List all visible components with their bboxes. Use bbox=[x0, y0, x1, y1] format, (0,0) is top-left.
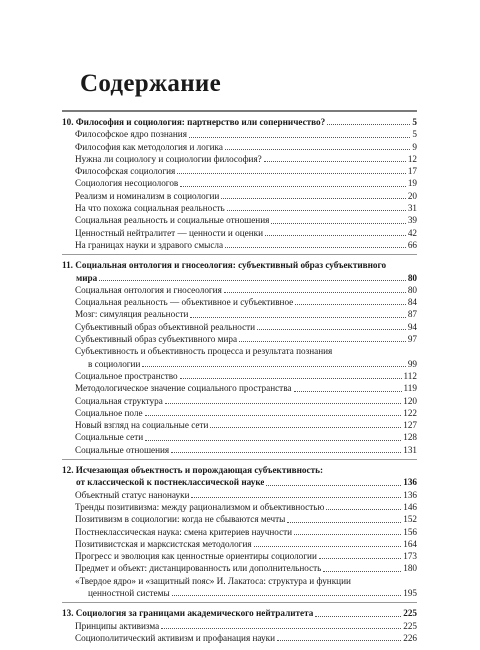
chapter-heading[interactable] bbox=[62, 607, 417, 619]
leader-dots bbox=[327, 124, 410, 125]
item-title: Субъективный образ объективной реальности bbox=[75, 321, 256, 332]
toc-item[interactable] bbox=[62, 501, 417, 513]
toc-item-line[interactable]: Субъективность и объективность процесса и результата познания bbox=[75, 346, 333, 357]
toc-item[interactable] bbox=[62, 562, 417, 574]
item-title: Постнеклассическая наука: смена критериев научности bbox=[75, 526, 293, 537]
item-title: На границах науки и здравого смысла bbox=[75, 239, 224, 250]
page-number: 20 bbox=[407, 190, 417, 201]
leader-dots bbox=[180, 378, 402, 379]
page-number: 42 bbox=[407, 227, 417, 238]
toc-item[interactable] bbox=[62, 489, 417, 501]
toc-item[interactable] bbox=[62, 227, 417, 239]
toc-item[interactable] bbox=[62, 358, 417, 370]
page-number: 122 bbox=[403, 407, 417, 418]
chapter-heading[interactable] bbox=[62, 272, 417, 284]
page-number: 5 bbox=[412, 117, 417, 127]
page-number: 119 bbox=[403, 383, 417, 394]
page-number: 164 bbox=[403, 538, 417, 549]
page-number: 80 bbox=[407, 284, 417, 295]
toc-item[interactable] bbox=[62, 370, 417, 382]
toc-item[interactable] bbox=[62, 395, 417, 407]
item-title: Социальная реальность и социальные отношения bbox=[75, 215, 270, 226]
item-title: Реализм и номинализм в социологии bbox=[75, 190, 220, 201]
toc-item[interactable] bbox=[62, 284, 417, 296]
leader-dots bbox=[294, 391, 402, 392]
toc-item[interactable] bbox=[62, 141, 417, 153]
leader-dots bbox=[264, 161, 406, 162]
toc-item[interactable] bbox=[62, 526, 417, 538]
item-title: Философия как методология и логика bbox=[75, 141, 223, 152]
page-number: 80 bbox=[407, 272, 417, 283]
item-title: Социальная реальность — объективное и субъективное bbox=[75, 297, 294, 308]
page-number: 31 bbox=[407, 203, 417, 214]
toc-item[interactable] bbox=[62, 431, 417, 443]
toc-item-line[interactable]: «Твердое ядро» и «защитный пояс» И. Лакатоса: структура и функции bbox=[75, 575, 351, 586]
leader-dots bbox=[225, 149, 410, 150]
page-number: 156 bbox=[403, 526, 417, 537]
item-title: Социология несоциологов bbox=[75, 178, 179, 189]
item-title: Социальное поле bbox=[75, 407, 143, 418]
leader-dots bbox=[171, 452, 401, 453]
chapter-11 bbox=[62, 254, 417, 456]
page-number: 97 bbox=[407, 334, 417, 345]
toc-item[interactable] bbox=[62, 407, 417, 419]
page-number: 180 bbox=[403, 563, 417, 574]
page-number: 9 bbox=[412, 141, 417, 152]
page-number: 5 bbox=[412, 129, 417, 140]
page-number: 225 bbox=[403, 608, 417, 619]
toc-item[interactable] bbox=[62, 444, 417, 456]
leader-dots bbox=[189, 137, 410, 138]
toc-item[interactable] bbox=[62, 333, 417, 345]
page-number: 112 bbox=[403, 370, 417, 381]
leader-dots bbox=[277, 640, 401, 641]
item-title: На что похожа социальная реальность bbox=[75, 203, 225, 214]
table-of-contents bbox=[62, 110, 417, 647]
toc-item[interactable] bbox=[62, 513, 417, 525]
toc-item[interactable] bbox=[62, 165, 417, 177]
item-title: ценностной системы bbox=[88, 587, 170, 598]
chapter-12 bbox=[62, 459, 417, 599]
leader-dots bbox=[99, 280, 406, 281]
toc-item[interactable] bbox=[62, 538, 417, 550]
item-title: Философское ядро познания bbox=[75, 129, 187, 140]
item-title: Социополитический активизм и профанация науки bbox=[75, 632, 275, 643]
item-title: Позитивистская и марксистская методология bbox=[75, 538, 252, 549]
leader-dots bbox=[254, 546, 402, 547]
leader-dots bbox=[266, 485, 401, 486]
leader-dots bbox=[221, 198, 406, 199]
item-title: Философская социология bbox=[75, 166, 176, 177]
page-number: 136 bbox=[403, 477, 417, 488]
item-title: Субъективный образ субъективного мира bbox=[75, 334, 238, 345]
toc-item[interactable] bbox=[62, 587, 417, 599]
leader-dots bbox=[294, 534, 401, 535]
item-title: Новый взгляд на социальные сети bbox=[75, 420, 209, 431]
page-number: 146 bbox=[403, 501, 417, 512]
leader-dots bbox=[165, 403, 401, 404]
toc-item[interactable] bbox=[62, 177, 417, 189]
leader-dots bbox=[180, 186, 406, 187]
item-title: Мозг: симуляция реальности bbox=[75, 309, 189, 320]
leader-dots bbox=[172, 595, 402, 596]
leader-dots bbox=[257, 329, 406, 330]
page-number: 17 bbox=[407, 166, 417, 177]
leader-dots bbox=[225, 247, 406, 248]
leader-dots bbox=[315, 616, 401, 617]
page-number: 226 bbox=[403, 632, 417, 643]
item-title: Социальная структура bbox=[75, 395, 163, 406]
page-number: 131 bbox=[403, 444, 417, 455]
toc-item[interactable] bbox=[62, 308, 417, 320]
toc-item[interactable] bbox=[62, 153, 417, 165]
chapter-heading[interactable] bbox=[62, 116, 417, 128]
leader-dots bbox=[191, 497, 401, 498]
page-number: 19 bbox=[407, 178, 417, 189]
toc-item[interactable] bbox=[62, 296, 417, 308]
page-number: 127 bbox=[403, 420, 417, 431]
item-title: Прогресс и эволюция как ценностные ориентиры социологии bbox=[75, 551, 317, 562]
toc-item[interactable] bbox=[62, 202, 417, 214]
leader-dots bbox=[239, 341, 406, 342]
page-number: 195 bbox=[403, 587, 417, 598]
page-number: 120 bbox=[403, 395, 417, 406]
leader-dots bbox=[210, 427, 401, 428]
page-number: 99 bbox=[407, 358, 417, 369]
item-title: Социальные сети bbox=[75, 432, 144, 443]
leader-dots bbox=[319, 558, 401, 559]
leader-dots bbox=[265, 235, 406, 236]
leader-dots bbox=[161, 628, 401, 629]
toc-item[interactable] bbox=[62, 190, 417, 202]
toc-item[interactable] bbox=[62, 550, 417, 562]
leader-dots bbox=[142, 366, 405, 367]
page-number: 136 bbox=[403, 489, 417, 500]
item-title: Социальное пространство bbox=[75, 370, 178, 381]
chapter-title-line[interactable]: 12. Исчезающая объектность и порождающая субъективность: bbox=[62, 465, 324, 476]
toc-item[interactable] bbox=[62, 321, 417, 333]
leader-dots bbox=[326, 509, 401, 510]
page-number: 66 bbox=[407, 239, 417, 250]
toc-item[interactable] bbox=[62, 214, 417, 226]
toc-item[interactable] bbox=[62, 419, 417, 431]
chapter-title: 13. Социология за границами академического нейтралитета bbox=[62, 608, 314, 619]
chapter-heading[interactable] bbox=[62, 476, 417, 488]
item-title: Нужна ли социологу и социологии философия? bbox=[75, 153, 262, 164]
item-title: Позитивизм в социологии: когда не сбываются мечты bbox=[75, 514, 286, 525]
leader-dots bbox=[224, 292, 406, 293]
page-number: 39 bbox=[407, 215, 417, 226]
page-number: 225 bbox=[403, 620, 417, 631]
leader-dots bbox=[271, 223, 405, 224]
page-number: 87 bbox=[407, 309, 417, 320]
toc-item[interactable] bbox=[62, 239, 417, 251]
leader-dots bbox=[145, 415, 402, 416]
leader-dots bbox=[323, 571, 401, 572]
page-number: 173 bbox=[403, 551, 417, 562]
page-number: 94 bbox=[407, 321, 417, 332]
item-title: Объектный статус нанонауки bbox=[75, 489, 190, 500]
chapter-title-line: от классической к постнеклассической науке bbox=[76, 477, 265, 488]
toc-item[interactable] bbox=[62, 128, 417, 140]
item-title: Социальная онтология и гносеология bbox=[75, 284, 222, 295]
chapter-title: 10. Философия и социология: партнерство или соперничество? bbox=[62, 117, 326, 127]
toc-item[interactable] bbox=[62, 632, 417, 644]
toc-item[interactable] bbox=[62, 620, 417, 632]
leader-dots bbox=[177, 173, 406, 174]
item-title: Социальные отношения bbox=[75, 444, 170, 455]
page-number: 152 bbox=[403, 514, 417, 525]
page-number: 12 bbox=[407, 153, 417, 164]
item-title: Тренды позитивизма: между рационализмом и объективностью bbox=[75, 501, 325, 512]
item-title: Принципы активизма bbox=[75, 620, 160, 631]
page-title: Содержание bbox=[80, 70, 222, 97]
leader-dots bbox=[227, 210, 406, 211]
item-title: Ценностный нейтралитет — ценности и оценки bbox=[75, 227, 264, 238]
item-title: Предмет и объект: дистанцированность или дополнительность bbox=[75, 563, 322, 574]
leader-dots bbox=[145, 440, 401, 441]
item-title: в социологии bbox=[88, 358, 141, 369]
toc-item[interactable] bbox=[62, 382, 417, 394]
chapter-10 bbox=[62, 110, 417, 251]
leader-dots bbox=[287, 522, 401, 523]
chapter-title-line[interactable]: 11. Социальная онтология и гносеология: субъективный образ субъективного bbox=[62, 260, 387, 271]
chapter-13 bbox=[62, 602, 417, 644]
leader-dots bbox=[295, 304, 406, 305]
leader-dots bbox=[190, 317, 405, 318]
chapter-title-line: мира bbox=[76, 272, 98, 283]
item-title: Методологическое значение социального пространства bbox=[75, 383, 292, 394]
page-number: 84 bbox=[407, 297, 417, 308]
page-number: 128 bbox=[403, 432, 417, 443]
